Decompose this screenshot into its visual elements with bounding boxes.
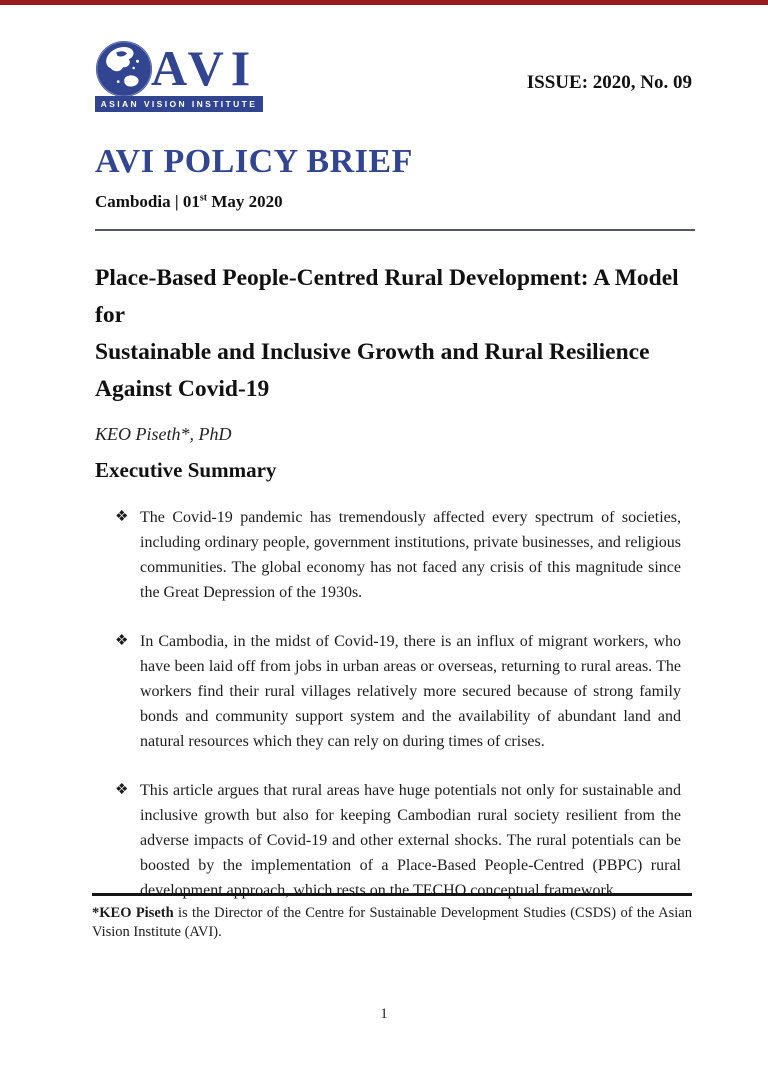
avi-globe-icon (95, 40, 153, 98)
bullet-item (95, 778, 681, 903)
page-number: 1 (380, 1006, 388, 1022)
dateline-suffix: May 2020 (207, 192, 283, 211)
bullet-text: In Cambodia, in the midst of Covid-19, there is an influx of migrant workers, who have been laid off from jobs in urban areas or overseas, returning to rural areas. The workers find their rural villages relatively more secured because of strong family bonds and community support system and the availability of abundant land and natural resources which they can rely on during times of crises. (140, 633, 681, 750)
footnote-body: is the Director of the Centre for Sustainable Development Studies (CSDS) of the Asian Vision Institute (AVI). (92, 905, 692, 940)
bullet-text: The Covid-19 pandemic has tremendously affected every spectrum of societies, including ordinary people, government institutions, private businesses, and religious communities. The global economy has not faced any crisis of this magnitude since the Great Depression of the 1930s. (140, 509, 681, 601)
avi-logo-banner: ASIAN VISION INSTITUTE (95, 96, 263, 112)
avi-logo-acronym: AVI (151, 40, 258, 96)
article-title-line: Sustainable and Inclusive Growth and Rural Resilience (95, 339, 650, 365)
footnote (92, 893, 692, 942)
issue-label: ISSUE: 2020, No. 09 (526, 72, 692, 93)
bullet-marker-icon: ❖ (115, 509, 129, 525)
bullet-item (95, 505, 681, 605)
bullet-text: This article argues that rural areas have huge potentials not only for sustainable and inclusive growth but also for keeping Cambodian rural society resilient from the adverse impacts of Covid-19 and other external shocks. The rural potentials can be boosted by the implementation of a Place-Based People-Centred (PBPC) rural development approach, which rests on the TECHO conceptual framework. (140, 782, 681, 899)
footnote-rule (92, 893, 692, 896)
masthead-title: AVI POLICY BRIEF (95, 143, 413, 180)
bullet-marker-icon: ❖ (115, 633, 129, 649)
dateline-ordinal: st (199, 192, 208, 204)
footnote-author: *KEO Piseth (92, 905, 174, 921)
bullet-item (95, 629, 681, 754)
section-heading-executive-summary: Executive Summary (95, 458, 277, 482)
article-title-line: Against Covid-19 (95, 376, 270, 402)
footnote-text (92, 904, 692, 942)
dateline (95, 192, 692, 212)
dateline-prefix: Cambodia | 01 (95, 192, 200, 211)
header-rule (95, 229, 695, 231)
article-title (95, 260, 692, 408)
top-accent-bar (0, 0, 768, 5)
header (95, 40, 692, 112)
avi-logo (95, 40, 267, 112)
bullet-marker-icon: ❖ (115, 782, 129, 798)
bullet-list (95, 505, 681, 903)
article-title-line: Place-Based People-Centred Rural Development: A Model for (95, 265, 679, 328)
byline: KEO Piseth*, PhD (95, 424, 232, 444)
